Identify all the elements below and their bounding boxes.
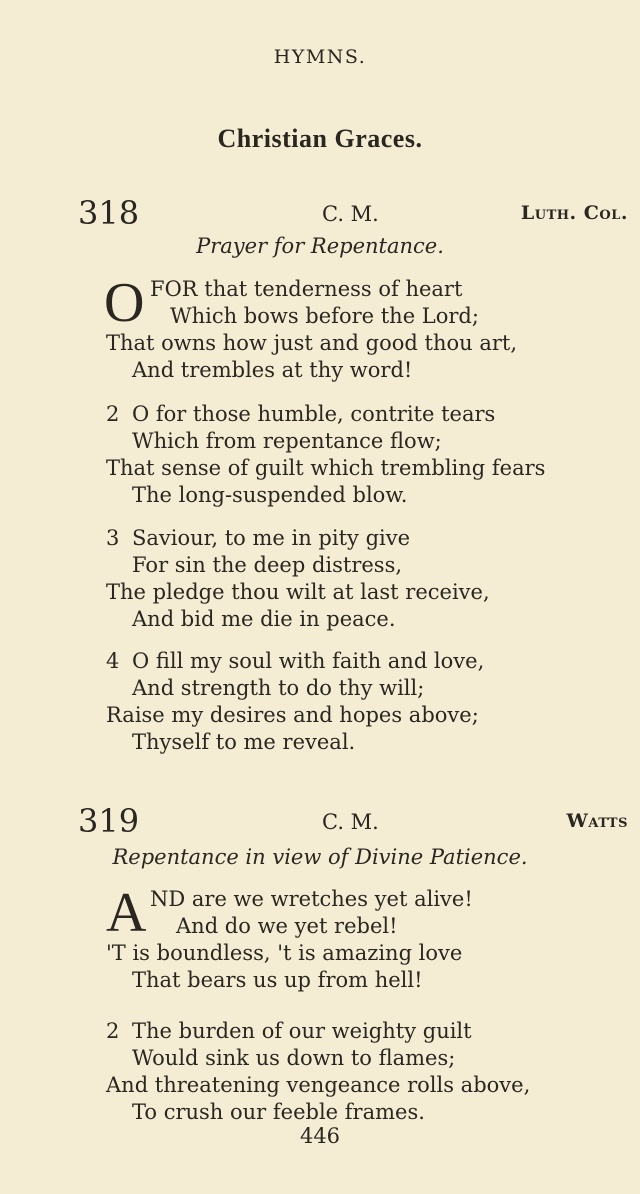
section-title: Christian Graces. [217, 124, 423, 153]
page-number: 446 [299, 1124, 341, 1148]
verse-line: And bid me die in peace. [132, 607, 396, 631]
verse-line: For sin the deep distress, [132, 553, 403, 577]
hymn-319-subtitle: Repentance in view of Divine Patience. [112, 845, 528, 869]
hymn-318-stanza-3 [106, 525, 636, 633]
hymn-318-stanza-2 [106, 401, 636, 509]
hymn-318-header [78, 194, 628, 234]
stanza-number: 3 [106, 526, 120, 550]
hymn-author: Luth. Col. [520, 202, 628, 224]
verse-line: O for those humble, contrite tears [132, 402, 496, 426]
hymn-meter: C. M. [322, 202, 379, 226]
verse-line: Thyself to me reveal. [132, 730, 356, 754]
hymn-319-stanza-2 [106, 1018, 636, 1126]
stanza-number: 2 [106, 1019, 120, 1043]
verse-line: Would sink us down to flames; [132, 1046, 456, 1070]
hymn-318-stanza-1 [104, 272, 636, 384]
verse-line: ND are we wretches yet alive! [150, 887, 473, 911]
hymn-318-subtitle: Prayer for Repentance. [196, 234, 444, 258]
drop-cap: O [104, 272, 145, 334]
hymn-author: Watts [566, 810, 628, 832]
verse-line: That sense of guilt which trembling fears [106, 456, 546, 480]
verse-line: The pledge thou wilt at last receive, [106, 580, 490, 604]
hymn-meter: C. M. [322, 810, 379, 834]
drop-cap: A [106, 882, 147, 944]
verse-line: Saviour, to me in pity give [132, 526, 411, 550]
verse-line: The burden of our weighty guilt [132, 1019, 472, 1043]
verse-line: That bears us up from hell! [132, 968, 423, 992]
verse-line: That owns how just and good thou art, [106, 331, 517, 355]
hymn-318-stanza-4 [106, 648, 636, 756]
hymn-number: 318 [78, 194, 140, 232]
verse-line: FOR that tenderness of heart [150, 277, 463, 301]
hymn-319-stanza-1 [106, 882, 636, 994]
verse-line: To crush our feeble frames. [132, 1100, 425, 1124]
verse-line: And threatening vengeance rolls above, [106, 1073, 531, 1097]
stanza-number: 4 [106, 649, 120, 673]
verse-line: And strength to do thy will; [132, 676, 425, 700]
stanza-number: 2 [106, 402, 120, 426]
verse-line: Which bows before the Lord; [170, 304, 479, 328]
hymn-number: 319 [78, 802, 140, 840]
verse-line: Raise my desires and hopes above; [106, 703, 479, 727]
verse-line: The long-suspended blow. [132, 483, 408, 507]
verse-line: 'T is boundless, 't is amazing love [106, 941, 463, 965]
running-head: HYMNS. [273, 46, 367, 68]
verse-line: And trembles at thy word! [132, 358, 413, 382]
verse-line: Which from repentance flow; [132, 429, 442, 453]
verse-line: O fill my soul with faith and love, [132, 649, 485, 673]
hymn-319-header [78, 802, 628, 842]
verse-line: And do we yet rebel! [176, 914, 398, 938]
